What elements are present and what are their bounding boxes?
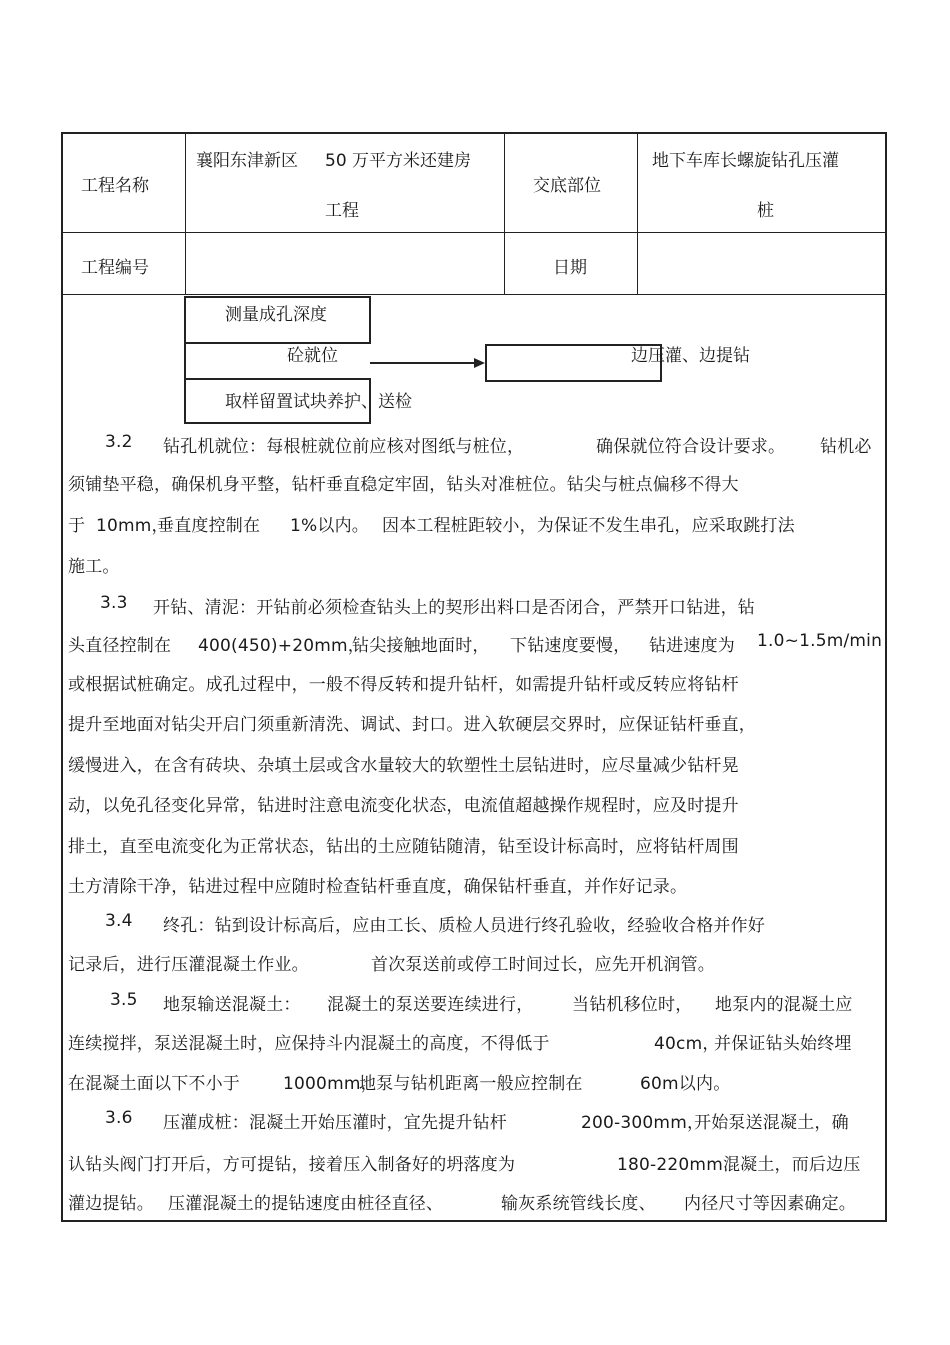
paragraph-text: 60m以内。 [640,1074,731,1094]
paragraph-text: 地泵与钻机距离一般应控制在 [359,1074,583,1094]
table-column-divider [185,133,186,294]
flow-step-pour: 边压灌、边提钻 [631,346,750,366]
paragraph-text: 内径尺寸等因素确定。 [684,1194,856,1214]
paragraph-text: 终孔：钻到设计标高后，应由工长、质检人员进行终孔验收，经验收合格并作好 [163,916,765,936]
paragraph-text: 地泵输送混凝土： [163,995,301,1015]
paragraph-text: 于 [68,516,86,536]
paragraph-text: 在混凝土面以下不小于 [68,1074,240,1094]
paragraph-text: 混凝土的泵送要连续进行， [327,995,534,1015]
paragraph-text: 压灌混凝土的提钻速度由桩径直径、 [168,1194,444,1214]
section-number: 3.4 [105,911,133,931]
paragraph-text: 或根据试桩确定。成孔过程中，一般不得反转和提升钻杆，如需提升钻杆或反转应将钻杆 [68,675,739,695]
paragraph-text: 首次泵送前或停工时间过长，应先开机润管。 [371,955,715,975]
paragraph-text: 10mm， [96,516,169,536]
paragraph-text: 缓慢进入，在含有砖块、杂填土层或含水量较大的软塑性土层钻进时，应尽量减少钻杆晃 [68,756,739,776]
paragraph-text: 开始泵送混凝土，确 [694,1113,849,1133]
paragraph-text: 钻机必 [820,437,872,457]
flow-connector [184,296,186,424]
paragraph-text: 下钻速度要慢， [510,636,631,656]
paragraph-text: 记录后，进行压灌混凝土作业。 [68,955,309,975]
paragraph-text: 连续搅拌，泵送混凝土时，应保持斗内混凝土的高度，不得低于 [68,1034,550,1054]
paragraph-text: 提升至地面对钻尖开启门须重新清洗、调试、封口。进入软硬层交界时，应保证钻杆垂直， [68,715,756,735]
table-row-divider [62,294,886,295]
flow-step-sample: 取样留置试块养护、送检 [225,392,412,412]
table-column-divider [504,133,505,294]
paragraph-text: 确保就位符合设计要求。 [596,437,786,457]
paragraph-text: 40cm， [654,1034,720,1054]
paragraph-text: 垂直度控制在 [157,516,261,536]
paragraph-text: 钻孔机就位：每根桩就位前应核对图纸与桩位， [163,437,525,457]
paragraph-text: 开钻、清泥：开钻前必须检查钻头上的契形出料口是否闭合，严禁开口钻进，钻 [153,598,755,618]
section-number: 3.3 [100,593,128,613]
project-name-value-line2: 工程 [325,201,359,221]
location-label: 交底部位 [533,176,601,196]
location-value-line2: 桩 [757,201,774,221]
section-number: 3.6 [105,1108,133,1128]
paragraph-text: 认钻头阀门打开后，方可提钻，接着压入制备好的坍落度为 [68,1155,516,1175]
paragraph-text: 1000mm， [283,1074,378,1094]
section-number: 3.2 [105,432,133,452]
flow-arrow [370,355,490,371]
project-name-label: 工程名称 [81,176,149,196]
paragraph-text: 200-300mm， [581,1113,705,1133]
flow-step-measure: 测量成孔深度 [225,305,327,325]
section-number: 3.5 [110,990,138,1010]
paragraph-text: 头直径控制在 [68,636,172,656]
paragraph-text: 400(450)+20mm， [198,636,365,656]
flow-step-position: 砼就位 [287,346,338,366]
paragraph-text: 灌边提钻。 [68,1194,154,1214]
location-value-line1: 地下车库长螺旋钻孔压灌 [652,151,839,171]
paragraph-text: 1%以内。 [290,516,369,536]
paragraph-text: 施工。 [68,557,120,577]
paragraph-text: 土方清除干净，钻进过程中应随时检查钻杆垂直度，确保钻杆垂直，并作好记录。 [68,877,688,897]
paragraph-text: 输灰系统管线长度、 [501,1194,656,1214]
paragraph-text: 压灌成桩：混凝土开始压灌时，宜先提升钻杆 [163,1113,507,1133]
paragraph-text: 钻进速度为 [649,636,735,656]
paragraph-text: 排土，直至电流变化为正常状态，钻出的土应随钻随清，钻至设计标高时，应将钻杆周围 [68,837,739,857]
project-name-value-part2: 50 万平方米还建房 [325,151,472,171]
paragraph-text: 180-220mm混凝土，而后边压 [617,1155,861,1175]
table-column-divider [637,133,638,294]
date-label: 日期 [553,258,587,278]
paragraph-text: 动，以免孔径变化异常，钻进时注意电流变化状态，电流值超越操作规程时，应及时提升 [68,796,739,816]
paragraph-text: 因本工程桩距较小，为保证不发生串孔，应采取跳打法 [382,516,795,536]
project-number-label: 工程编号 [81,258,149,278]
paragraph-text: 钻尖接触地面时， [352,636,490,656]
project-name-value-part1: 襄阳东津新区 [196,151,298,171]
paragraph-text: 并保证钻头始终埋 [714,1034,852,1054]
paragraph-text: 当钻机移位时， [572,995,693,1015]
paragraph-text: 地泵内的混凝土应 [715,995,853,1015]
paragraph-text: 1.0~1.5m/min [757,631,883,651]
paragraph-text: 须铺垫平稳，确保机身平整，钻杆垂直稳定牢固，钻头对准桩位。钻尖与桩点偏移不得大 [68,475,739,495]
